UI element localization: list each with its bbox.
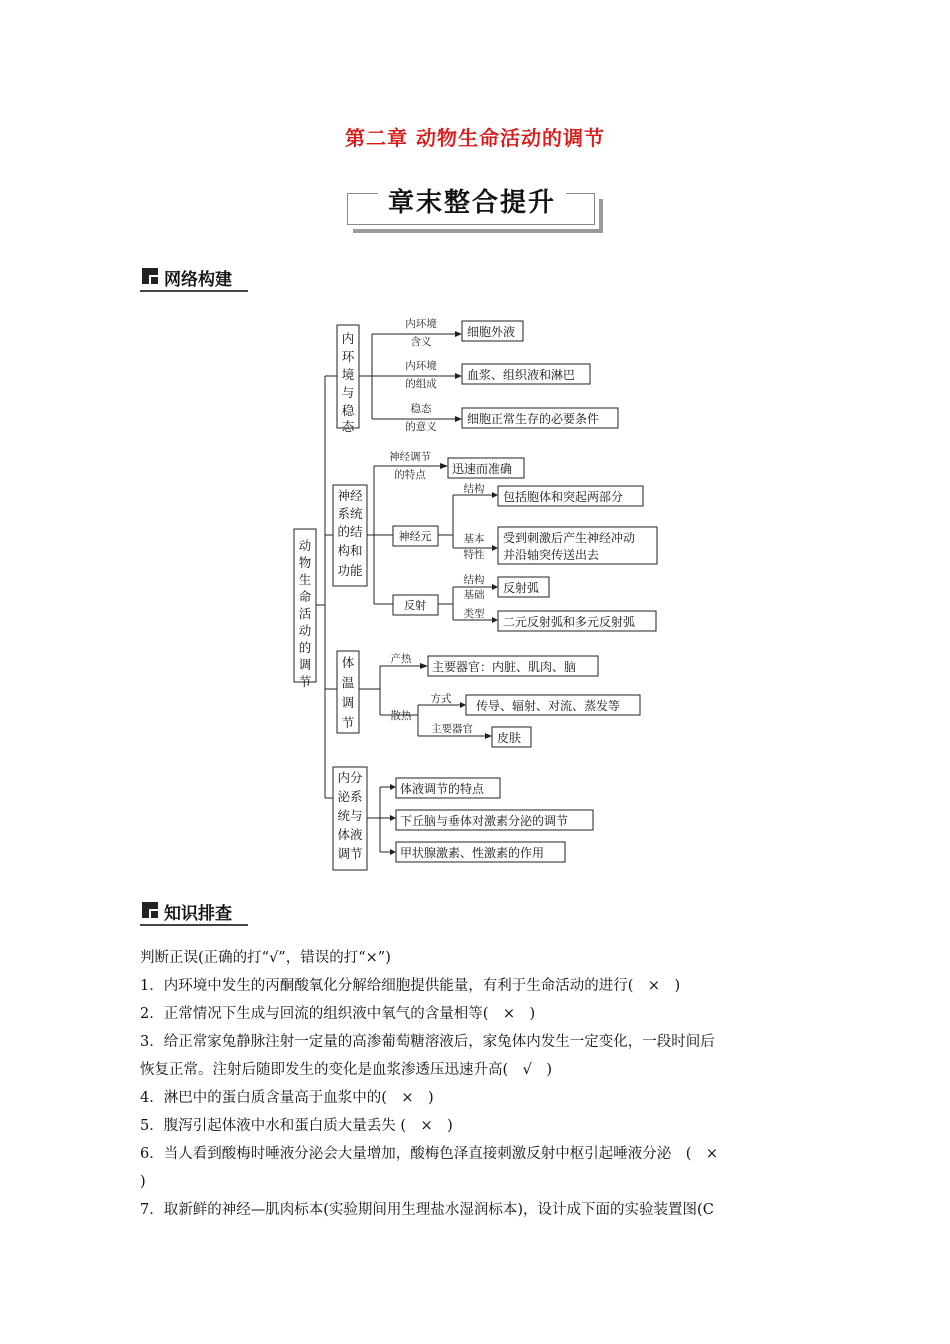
b1-char: 与	[341, 385, 355, 400]
checklist-line: )	[140, 1174, 146, 1190]
b3-char: 节	[341, 715, 355, 730]
box-text: 甲状腺激素、性激素的作用	[400, 846, 545, 860]
checklist-line: 4．淋巴中的蛋白质含量高于血浆中的( × )	[140, 1090, 434, 1106]
node-label-reflex: 反射	[404, 599, 426, 612]
edge-label: 稳态	[410, 403, 432, 415]
box-text: 主要器官：内脏、肌肉、脑	[432, 660, 577, 674]
b3-char: 调	[341, 695, 355, 710]
b2-char: 构和	[337, 543, 363, 558]
b2-char: 神经	[337, 488, 363, 503]
box-text: 反射弧	[503, 581, 540, 595]
box-text: 包括胞体和突起两部分	[503, 490, 624, 504]
edge-label: 的组成	[405, 378, 437, 390]
edge-label: 内环境	[405, 360, 437, 372]
root-char: 的	[298, 640, 312, 655]
root-char: 动	[298, 538, 312, 553]
edge-label: 方式	[430, 693, 452, 705]
box-text: 细胞外液	[467, 325, 516, 339]
b1-char: 境	[341, 367, 355, 382]
b4-char: 统与	[337, 808, 363, 823]
checklist-line: 2．正常情况下生成与回流的组织液中氧气的含量相等( × )	[140, 1006, 536, 1022]
edge-label: 神经调节	[389, 451, 431, 463]
root-char: 物	[298, 555, 312, 570]
edge-label: 产热	[390, 653, 412, 665]
b1-char: 内	[341, 331, 355, 346]
section-title-checklist: 知识排查	[164, 904, 232, 924]
section-heading-checklist	[140, 898, 248, 926]
checklist-line: 5．腹泻引起体液中水和蛋白质大量丢失 ( × )	[140, 1118, 453, 1134]
box-text: 血浆、组织液和淋巴	[467, 368, 576, 382]
box-text: 迅速而准确	[452, 462, 513, 476]
edge-label: 类型	[463, 608, 485, 620]
root-char: 动	[298, 623, 312, 638]
section-title-network: 网络构建	[164, 270, 232, 290]
banner-title: 章末整合提升	[378, 188, 566, 218]
b1-char: 态	[341, 419, 355, 434]
box-text: 受到刺激后产生神经冲动	[503, 531, 636, 545]
edge-label: 结构	[463, 574, 485, 586]
b3-char: 温	[341, 675, 355, 690]
edge-label: 散热	[390, 710, 412, 722]
chapter-title: 第二章 动物生命活动的调节	[345, 126, 605, 150]
edge-label: 的特点	[394, 469, 426, 481]
checklist-line: 恢复正常。注射后随即发生的变化是血浆渗透压迅速升高( √ )	[140, 1062, 553, 1078]
b4-char: 调节	[337, 846, 363, 861]
edge-label: 的意义	[405, 421, 437, 433]
heading-square-icon	[142, 902, 158, 918]
box-text: 并沿轴突传送出去	[503, 548, 600, 562]
edge-label: 基础	[463, 589, 485, 601]
root-char: 命	[298, 589, 312, 604]
b2-char: 的结	[337, 524, 363, 539]
b2-char: 功能	[337, 563, 363, 578]
edge-label: 特性	[463, 549, 485, 561]
root-char: 调	[298, 657, 312, 672]
b4-char: 泌系	[337, 789, 363, 804]
box-text: 体液调节的特点	[400, 782, 485, 796]
checklist-line: 6．当人看到酸梅时唾液分泌会大量增加，酸梅色泽直接刺激反射中枢引起唾液分泌 ( ×	[140, 1146, 719, 1162]
edge-label: 基本	[463, 533, 485, 545]
checklist-line: 3．给正常家兔静脉注射一定量的高渗葡萄糖溶液后，家兔体内发生一定变化，一段时间后	[140, 1034, 715, 1050]
root-char: 生	[298, 572, 312, 587]
b2-char: 系统	[337, 506, 363, 521]
checklist-line: 7．取新鲜的神经—肌肉标本(实验期间用生理盐水湿润标本)，设计成下面的实验装置图(C	[140, 1202, 714, 1218]
b4-char: 体液	[337, 827, 363, 842]
root-char: 活	[298, 606, 312, 621]
root-char: 节	[298, 674, 312, 689]
checklist-line: 1．内环境中发生的丙酮酸氧化分解给细胞提供能量，有利于生命活动的进行( × )	[140, 978, 681, 994]
box-text: 皮肤	[497, 731, 522, 745]
box-text: 传导、辐射、对流、蒸发等	[476, 699, 621, 713]
edge-label: 内环境	[405, 318, 437, 330]
box-text: 细胞正常生存的必要条件	[467, 412, 600, 426]
b3-char: 体	[341, 655, 355, 670]
edge-label: 主要器官	[431, 723, 473, 735]
checklist-intro: 判断正误(正确的打“√”，错误的打“×”)	[140, 950, 391, 966]
b1-char: 环	[341, 349, 355, 364]
edge-label: 含义	[410, 336, 432, 348]
checklist-body	[140, 944, 830, 1224]
b1-char: 稳	[341, 403, 355, 418]
b4-char: 内分	[337, 770, 363, 785]
box-text: 下丘脑与垂体对激素分泌的调节	[400, 814, 569, 828]
edge-label: 结构	[463, 483, 485, 495]
node-label-neuron: 神经元	[398, 530, 432, 543]
box-text: 二元反射弧和多元反射弧	[503, 615, 636, 629]
